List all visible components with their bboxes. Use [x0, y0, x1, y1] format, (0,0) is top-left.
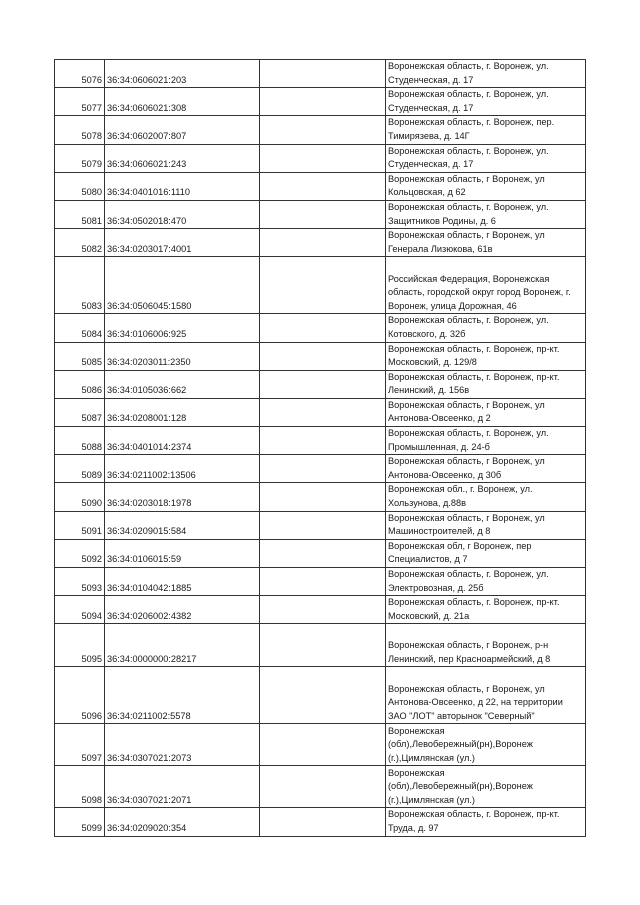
table-row: [55, 116, 586, 144]
empty-cell: [260, 455, 386, 483]
cadastral-number: 36:34:0105036:662: [105, 370, 260, 398]
row-number: 5092: [55, 539, 105, 567]
property-table: [54, 59, 586, 837]
empty-cell: [260, 483, 386, 511]
table-row: [55, 370, 586, 398]
table-row: [55, 667, 586, 724]
table-body: [55, 60, 586, 837]
row-number: 5082: [55, 229, 105, 257]
row-number: 5099: [55, 808, 105, 836]
cadastral-number: 36:34:0211002:13506: [105, 455, 260, 483]
cadastral-number: 36:34:0502018:470: [105, 200, 260, 228]
address: Воронежская область, г Воронеж, ул Антонова-Овсеенко, д 30б: [386, 455, 586, 483]
table-row: [55, 568, 586, 596]
empty-cell: [260, 511, 386, 539]
table-row: [55, 624, 586, 667]
cadastral-number: 36:34:0506045:1580: [105, 257, 260, 314]
row-number: 5080: [55, 172, 105, 200]
empty-cell: [260, 667, 386, 724]
cadastral-number: 36:34:0104042:1885: [105, 568, 260, 596]
row-number: 5077: [55, 88, 105, 116]
row-number: 5081: [55, 200, 105, 228]
row-number: 5087: [55, 398, 105, 426]
table-row: [55, 398, 586, 426]
cadastral-number: 36:34:0307021:2073: [105, 724, 260, 766]
cadastral-number: 36:34:0106006:925: [105, 314, 260, 342]
empty-cell: [260, 370, 386, 398]
row-number: 5079: [55, 144, 105, 172]
empty-cell: [260, 60, 386, 88]
row-number: 5094: [55, 596, 105, 624]
row-number: 5084: [55, 314, 105, 342]
address: Воронежская область, г. Воронеж, ул. Защитников Родины, д. 6: [386, 200, 586, 228]
row-number: 5090: [55, 483, 105, 511]
table-row: [55, 200, 586, 228]
empty-cell: [260, 427, 386, 455]
address: Воронежская область, г Воронеж, р-н Ленинский, пер Красноармейский, д 8: [386, 624, 586, 667]
cadastral-number: 36:34:0209015:584: [105, 511, 260, 539]
address: Российская Федерация, Воронежская область, городской округ город Воронеж, г. Воронеж, улица Дорожная, 46: [386, 257, 586, 314]
address: Воронежская область, г. Воронеж, ул. Промышленная, д. 24-б: [386, 427, 586, 455]
empty-cell: [260, 808, 386, 836]
empty-cell: [260, 568, 386, 596]
cadastral-number: 36:34:0203017:4001: [105, 229, 260, 257]
empty-cell: [260, 144, 386, 172]
address: Воронежская область, г Воронеж, ул Антонова-Овсеенко, д 2: [386, 398, 586, 426]
row-number: 5097: [55, 724, 105, 766]
row-number: 5086: [55, 370, 105, 398]
address: Воронежская область, г. Воронеж, ул. Студенческая, д. 17: [386, 88, 586, 116]
row-number: 5093: [55, 568, 105, 596]
cadastral-number: 36:34:0000000:28217: [105, 624, 260, 667]
address: Воронежская область, г. Воронеж, пр-кт. Ленинский, д. 156в: [386, 370, 586, 398]
table-row: [55, 483, 586, 511]
table-row: [55, 257, 586, 314]
table-row: [55, 172, 586, 200]
empty-cell: [260, 398, 386, 426]
address: Воронежская область, г. Воронеж, пр-кт. Московский, д. 129/8: [386, 342, 586, 370]
table-row: [55, 539, 586, 567]
row-number: 5078: [55, 116, 105, 144]
table-row: [55, 60, 586, 88]
empty-cell: [260, 314, 386, 342]
row-number: 5083: [55, 257, 105, 314]
address: Воронежская область, г. Воронеж, ул. Студенческая, д. 17: [386, 144, 586, 172]
address: Воронежская (обл),Левобережный(рн),Воронеж (г.),Цимлянская (ул.): [386, 724, 586, 766]
empty-cell: [260, 88, 386, 116]
cadastral-number: 36:34:0401016:1110: [105, 172, 260, 200]
cadastral-number: 36:34:0606021:243: [105, 144, 260, 172]
table-row: [55, 724, 586, 766]
table-row: [55, 88, 586, 116]
address: Воронежская область, г Воронеж, ул Кольцовская, д 62: [386, 172, 586, 200]
address: Воронежская область, г. Воронеж, пр-кт. Московский, д. 21а: [386, 596, 586, 624]
cadastral-number: 36:34:0203018:1978: [105, 483, 260, 511]
empty-cell: [260, 229, 386, 257]
row-number: 5076: [55, 60, 105, 88]
table-row: [55, 314, 586, 342]
row-number: 5088: [55, 427, 105, 455]
row-number: 5095: [55, 624, 105, 667]
cadastral-number: 36:34:0606021:203: [105, 60, 260, 88]
cadastral-number: 36:34:0401014:2374: [105, 427, 260, 455]
empty-cell: [260, 596, 386, 624]
table-row: [55, 342, 586, 370]
table-row: [55, 808, 586, 836]
cadastral-number: 36:34:0206002:4382: [105, 596, 260, 624]
address: Воронежская область, г. Воронеж, пер. Тимирязева, д. 14Г: [386, 116, 586, 144]
empty-cell: [260, 624, 386, 667]
cadastral-number: 36:34:0208001:128: [105, 398, 260, 426]
row-number: 5085: [55, 342, 105, 370]
empty-cell: [260, 539, 386, 567]
address: Воронежская область, г. Воронеж, ул. Студенческая, д. 17: [386, 60, 586, 88]
address: Воронежская область, г. Воронеж, ул. Электровозная, д. 25б: [386, 568, 586, 596]
cadastral-number: 36:34:0606021:308: [105, 88, 260, 116]
table-row: [55, 511, 586, 539]
address: Воронежская область, г Воронеж, ул Генерала Лизюкова, 61в: [386, 229, 586, 257]
table-row: [55, 596, 586, 624]
address: Воронежская обл, г Воронеж, пер Специалистов, д 7: [386, 539, 586, 567]
address: Воронежская (обл),Левобережный(рн),Воронеж (г.),Цимлянская (ул.): [386, 766, 586, 808]
address: Воронежская область, г Воронеж, ул Антонова-Овсеенко, д 22, на территории ЗАО "ЛОТ" авторынок "Северный": [386, 667, 586, 724]
empty-cell: [260, 724, 386, 766]
address: Воронежская область, г. Воронеж, пр-кт. Труда, д. 97: [386, 808, 586, 836]
empty-cell: [260, 342, 386, 370]
empty-cell: [260, 200, 386, 228]
table-row: [55, 455, 586, 483]
table-row: [55, 766, 586, 808]
cadastral-number: 36:34:0209020:354: [105, 808, 260, 836]
row-number: 5096: [55, 667, 105, 724]
address: Воронежская область, г Воронеж, ул Машиностроителей, д 8: [386, 511, 586, 539]
row-number: 5089: [55, 455, 105, 483]
address: Воронежская область, г. Воронеж, ул. Котовского, д. 32б: [386, 314, 586, 342]
address: Воронежская обл., г. Воронеж, ул. Хользунова, д.88в: [386, 483, 586, 511]
cadastral-number: 36:34:0106015:59: [105, 539, 260, 567]
cadastral-number: 36:34:0307021:2071: [105, 766, 260, 808]
empty-cell: [260, 257, 386, 314]
cadastral-number: 36:34:0203011:2350: [105, 342, 260, 370]
table-row: [55, 427, 586, 455]
cadastral-number: 36:34:0602007:807: [105, 116, 260, 144]
empty-cell: [260, 116, 386, 144]
row-number: 5091: [55, 511, 105, 539]
empty-cell: [260, 172, 386, 200]
empty-cell: [260, 766, 386, 808]
row-number: 5098: [55, 766, 105, 808]
table-row: [55, 229, 586, 257]
cadastral-number: 36:34:0211002:5578: [105, 667, 260, 724]
table-row: [55, 144, 586, 172]
